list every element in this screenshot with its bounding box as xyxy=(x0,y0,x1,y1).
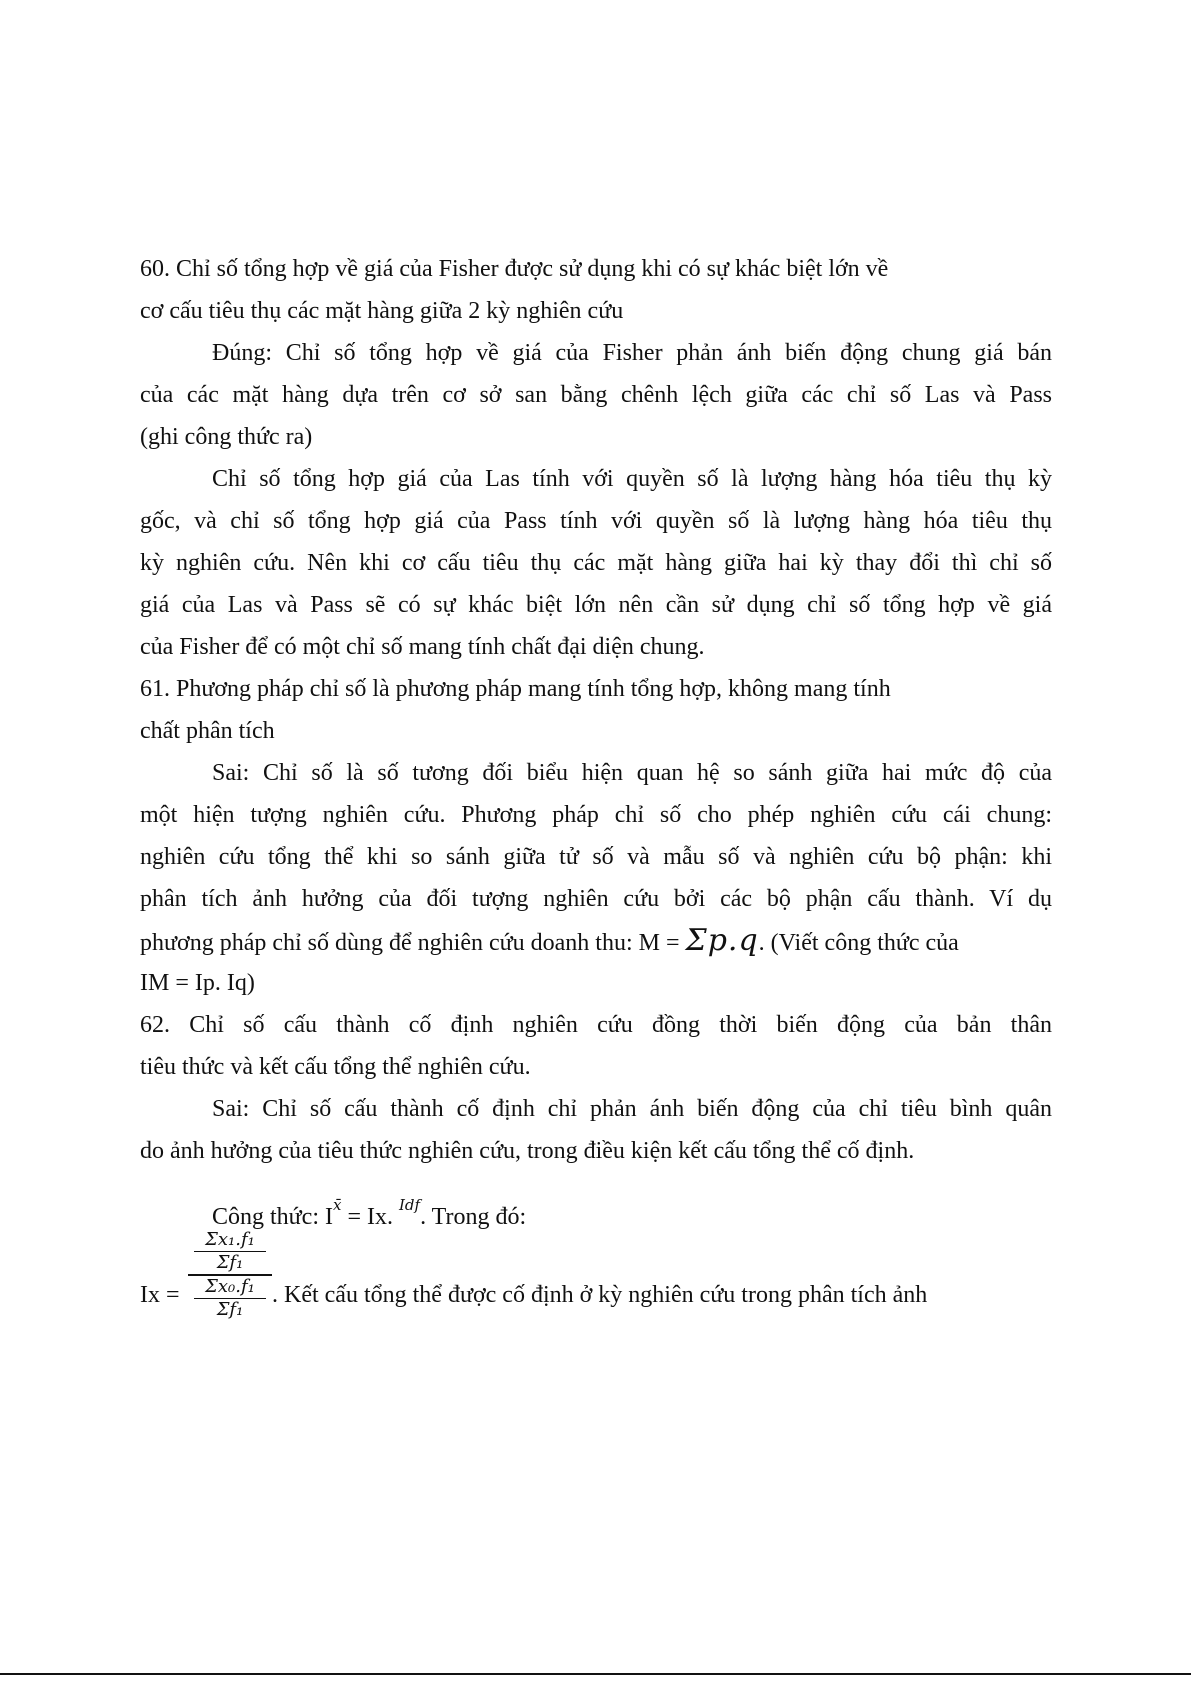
answer-61-line-6: IM = Ip. Iq) xyxy=(140,970,255,996)
question-61-line-2: chất phân tích xyxy=(140,718,275,744)
answer-60-p2-line-1: Chỉ số tổng hợp giá của Las tính với quyền số là lượng hàng hóa tiêu thụ kỳ xyxy=(212,466,1052,492)
ix-label: Ix = xyxy=(140,1282,180,1308)
answer-61-line-3: nghiên cứu tổng thể khi so sánh giữa tử số và mẫu số và nghiên cứu bộ phận: khi xyxy=(140,844,1052,870)
answer-61-line-1: Sai: Chỉ số là số tương đối biểu hiện quan hệ so sánh giữa hai mức độ của xyxy=(212,760,1052,786)
question-62-line-2: tiêu thức và kết cấu tổng thể nghiên cứu. xyxy=(140,1054,531,1080)
answer-61-line-2: một hiện tượng nghiên cứu. Phương pháp chỉ số cho phép nghiên cứu cái chung: xyxy=(140,802,1052,828)
formula-line: Công thức: $I^{x̄} = Ix$. $^{Idf}$. Trong đó: xyxy=(212,1196,527,1230)
answer-60-p1-line-3: (ghi công thức ra) xyxy=(140,424,313,450)
answer-62-line-2: do ảnh hưởng của tiêu thức nghiên cứu, trong điều kiện kết cấu tổng thể cố định. xyxy=(140,1138,915,1164)
question-62-line-1: 62. Chỉ số cấu thành cố định nghiên cứu đồng thời biến động của bản thân xyxy=(140,1012,1052,1038)
answer-60-p2-line-2: gốc, và chỉ số tổng hợp giá của Pass tính với quyền số là lượng hàng hóa tiêu thụ xyxy=(140,508,1052,534)
ix-top-numerator: Σx₁.f₁ xyxy=(205,1229,255,1250)
question-61-line-1: 61. Phương pháp chỉ số là phương pháp mang tính tổng hợp, không mang tính xyxy=(140,676,891,702)
ix-top-denominator: Σf₁ xyxy=(216,1252,244,1273)
question-60-line-1: 60. Chỉ số tổng hợp về giá của Fisher được sử dụng khi có sự khác biệt lớn về xyxy=(140,256,889,282)
revenue-formula: Σp.q xyxy=(685,923,759,958)
answer-62-line-1: Sai: Chỉ số cấu thành cố định chỉ phản ánh biến động của chỉ tiêu bình quân xyxy=(212,1096,1052,1122)
page-bottom-rule xyxy=(0,1673,1191,1675)
answer-60-p1-line-1: Đúng: Chỉ số tổng hợp về giá của Fisher phản ánh biến động chung giá bán xyxy=(212,340,1052,366)
answer-60-p2-line-5: của Fisher để có một chỉ số mang tính chất đại diện chung. xyxy=(140,634,705,660)
question-60-line-2: cơ cấu tiêu thụ các mặt hàng giữa 2 kỳ nghiên cứu xyxy=(140,298,624,324)
answer-61-line-5-text: phương pháp chỉ số dùng để nghiên cứu doanh thu: M = Σp.q. (Viết công thức của xyxy=(140,923,959,958)
ix-fraction xyxy=(188,1230,272,1320)
ix-bottom-numerator: Σx₀.f₁ xyxy=(205,1276,255,1297)
answer-60-p1-line-2: của các mặt hàng dựa trên cơ sở san bằng chênh lệch giữa các chỉ số Las và Pass xyxy=(140,382,1052,408)
answer-61-line-4: phân tích ảnh hưởng của đối tượng nghiên cứu bởi các bộ phận cấu thành. Ví dụ xyxy=(140,886,1052,912)
xbar-superscript: x̄ xyxy=(333,1196,342,1214)
answer-60-p2-line-4: giá của Las và Pass sẽ có sự khác biệt lớn nên cần sử dụng chỉ số tổng hợp về giá xyxy=(140,592,1052,618)
ix-bottom-denominator: Σf₁ xyxy=(216,1299,244,1320)
answer-61-line-5 xyxy=(140,923,1052,958)
idf-symbol: Idf xyxy=(399,1196,421,1214)
ix-explanation: . Kết cấu tổng thể được cố định ở kỳ nghiên cứu trong phân tích ảnh xyxy=(272,1282,928,1308)
answer-60-p2-line-3: kỳ nghiên cứu. Nên khi cơ cấu tiêu thụ các mặt hàng giữa hai kỳ thay đổi thì chỉ số xyxy=(140,550,1052,576)
